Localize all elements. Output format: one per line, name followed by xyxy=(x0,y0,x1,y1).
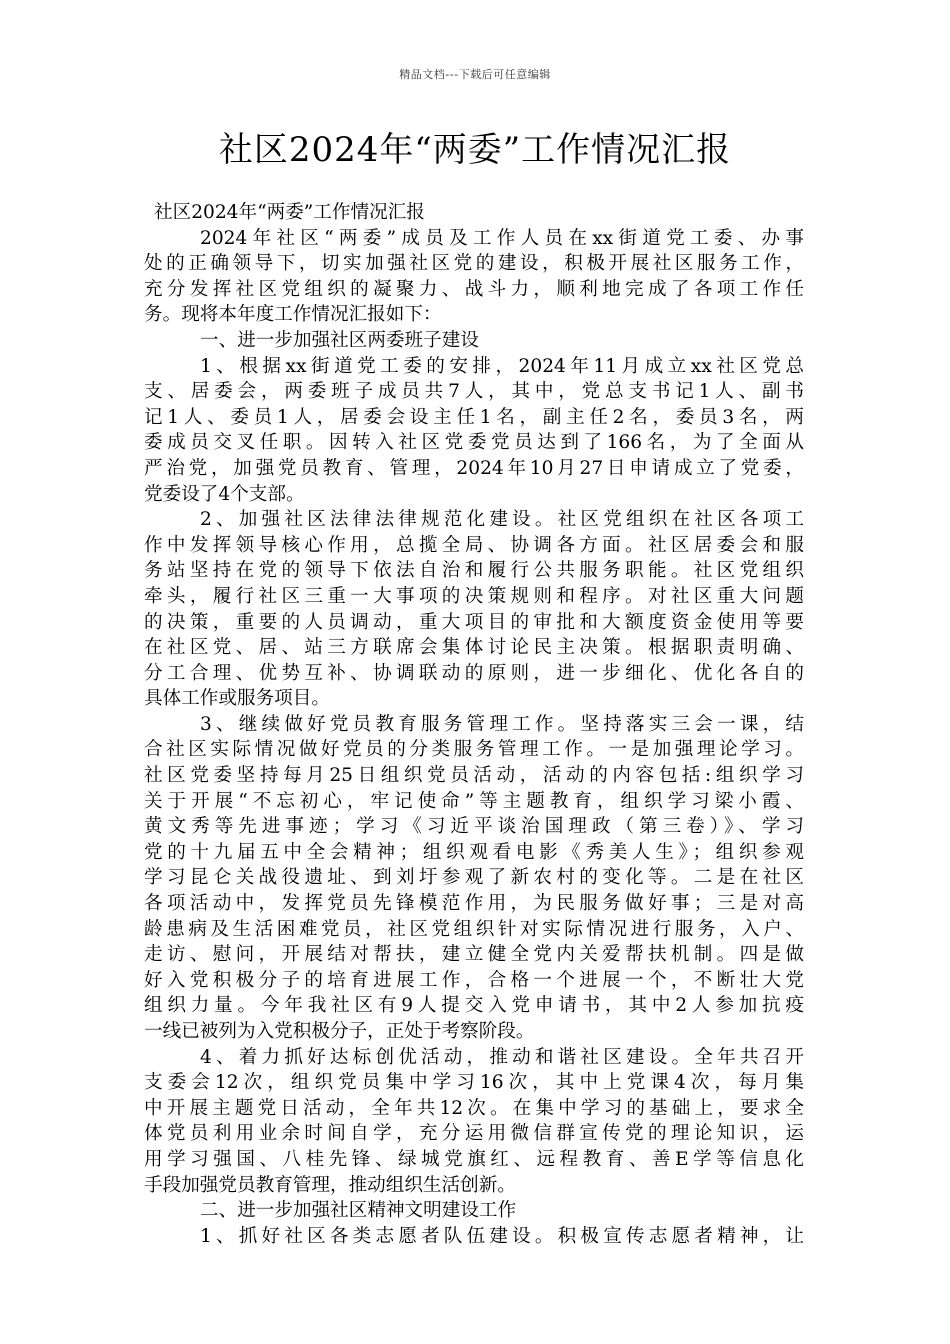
header-note: 精品文档---下载后可任意编辑 xyxy=(399,68,551,81)
body-line: 牵头，履行社区三重一大事项的决策规则和程序。对社区重大问题 xyxy=(144,585,804,607)
body-line: 社区2024年“两委”工作情况汇报 xyxy=(154,202,425,223)
body-line: 一线已被列为入党积极分子，正处于考察阶段。 xyxy=(144,1021,535,1042)
body-line: 学习昆仑关战役遗址、到刘圩参观了新农村的变化等。二是在社区 xyxy=(144,867,804,889)
body-line: 在社区党、居、站三方联席会集体讨论民主决策。根据职责明确、 xyxy=(144,637,804,659)
body-line: 党的十九届五中全会精神；组织观看电影《秀美人生》；组织参观 xyxy=(144,841,804,863)
body-line: 充分发挥社区党组织的凝聚力、战斗力，顺利地完成了各项工作任 xyxy=(144,278,804,300)
body-line: 1、根据xx街道党工委的安排，2024年11月成立xx社区党总 xyxy=(200,355,804,377)
body-line: 委成员交叉任职。因转入社区党委党员达到了166名，为了全面从 xyxy=(144,432,804,454)
body-line: 龄患病及生活困难党员，社区党组织针对实际情况进行服务，入户、 xyxy=(144,918,804,940)
body-line: 严治党，加强党员教育、管理，2024年10月27日申请成立了党委， xyxy=(144,457,804,479)
body-line: 社区党委坚持每月25日组织党员活动，活动的内容包括:组织学习 xyxy=(144,765,804,787)
body-line: 支、居委会，两委班子成员共7人，其中，党总支书记1人、副书 xyxy=(144,381,804,403)
body-line: 好入党积极分子的培育进展工作，合格一个进展一个，不断壮大党 xyxy=(144,969,804,991)
body-line: 黄文秀等先进事迹；学习《习近平谈治国理政（第三卷）》、学习 xyxy=(144,816,804,838)
body-line: 各项活动中，发挥党员先锋模范作用，为民服务做好事；三是对高 xyxy=(144,893,804,915)
body-line: 1、抓好社区各类志愿者队伍建设。积极宣传志愿者精神，让 xyxy=(200,1225,804,1247)
body-line: 具体工作或服务项目。 xyxy=(144,688,330,710)
body-line: 体党员利用业余时间自学，充分运用微信群宣传党的理论知识，运 xyxy=(144,1123,804,1145)
body-line: 中开展主题党日活动，全年共12次。在集中学习的基础上，要求全 xyxy=(144,1097,804,1119)
body-line: 一、进一步加强社区两委班子建设 xyxy=(200,329,479,351)
document-title: 社区2024年“两委”工作情况汇报 xyxy=(218,130,732,170)
body-line: 2024年社区“两委”成员及工作人员在xx街道党工委、办事 xyxy=(200,227,804,249)
body-line: 关于开展“不忘初心，牢记使命”等主题教育，组织学习梁小霞、 xyxy=(144,790,804,812)
body-line: 2、加强社区法律法律规范化建设。社区党组织在社区各项工 xyxy=(200,509,804,531)
body-line: 二、进一步加强社区精神文明建设工作 xyxy=(200,1200,517,1222)
body-line: 务。现将本年度工作情况汇报如下： xyxy=(144,304,442,326)
body-line: 的决策，重要的人员调动，重大项目的审批和大额度资金使用等要 xyxy=(144,611,804,633)
body-line: 3、继续做好党员教育服务管理工作。坚持落实三会一课，结 xyxy=(200,713,804,735)
body-line: 走访、慰问，开展结对帮扶，建立健全党内关爱帮扶机制。四是做 xyxy=(144,944,804,966)
body-line: 务站坚持在党的领导下依法自治和履行公共服务职能。社区党组织 xyxy=(144,560,804,582)
body-line: 4、着力抓好达标创优活动，推动和谐社区建设。全年共召开 xyxy=(200,1046,804,1068)
body-line: 支委会12次，组织党员集中学习16次，其中上党课4次，每月集 xyxy=(144,1072,804,1094)
body-line: 党委设了4个支部。 xyxy=(144,483,305,505)
body-line: 处的正确领导下，切实加强社区党的建设，积极开展社区服务工作， xyxy=(144,253,804,275)
body-line: 记1人、委员1人，居委会设主任1名，副主任2名，委员3名，两 xyxy=(144,406,804,428)
body-line: 合社区实际情况做好党员的分类服务管理工作。一是加强理论学习。 xyxy=(144,739,804,761)
body-line: 分工合理、优势互补、协调联动的原则，进一步细化、优化各自的 xyxy=(144,662,804,684)
body-line: 组织力量。今年我社区有9人提交入党申请书，其中2人参加抗疫 xyxy=(144,995,804,1017)
body-line: 用学习强国、八桂先锋、绿城党旗红、远程教育、善E学等信息化 xyxy=(144,1148,804,1170)
body-line: 手段加强党员教育管理，推动组织生活创新。 xyxy=(144,1174,516,1196)
body-line: 作中发挥领导核心作用，总揽全局、协调各方面。社区居委会和服 xyxy=(144,534,804,556)
document-body xyxy=(144,200,804,1249)
